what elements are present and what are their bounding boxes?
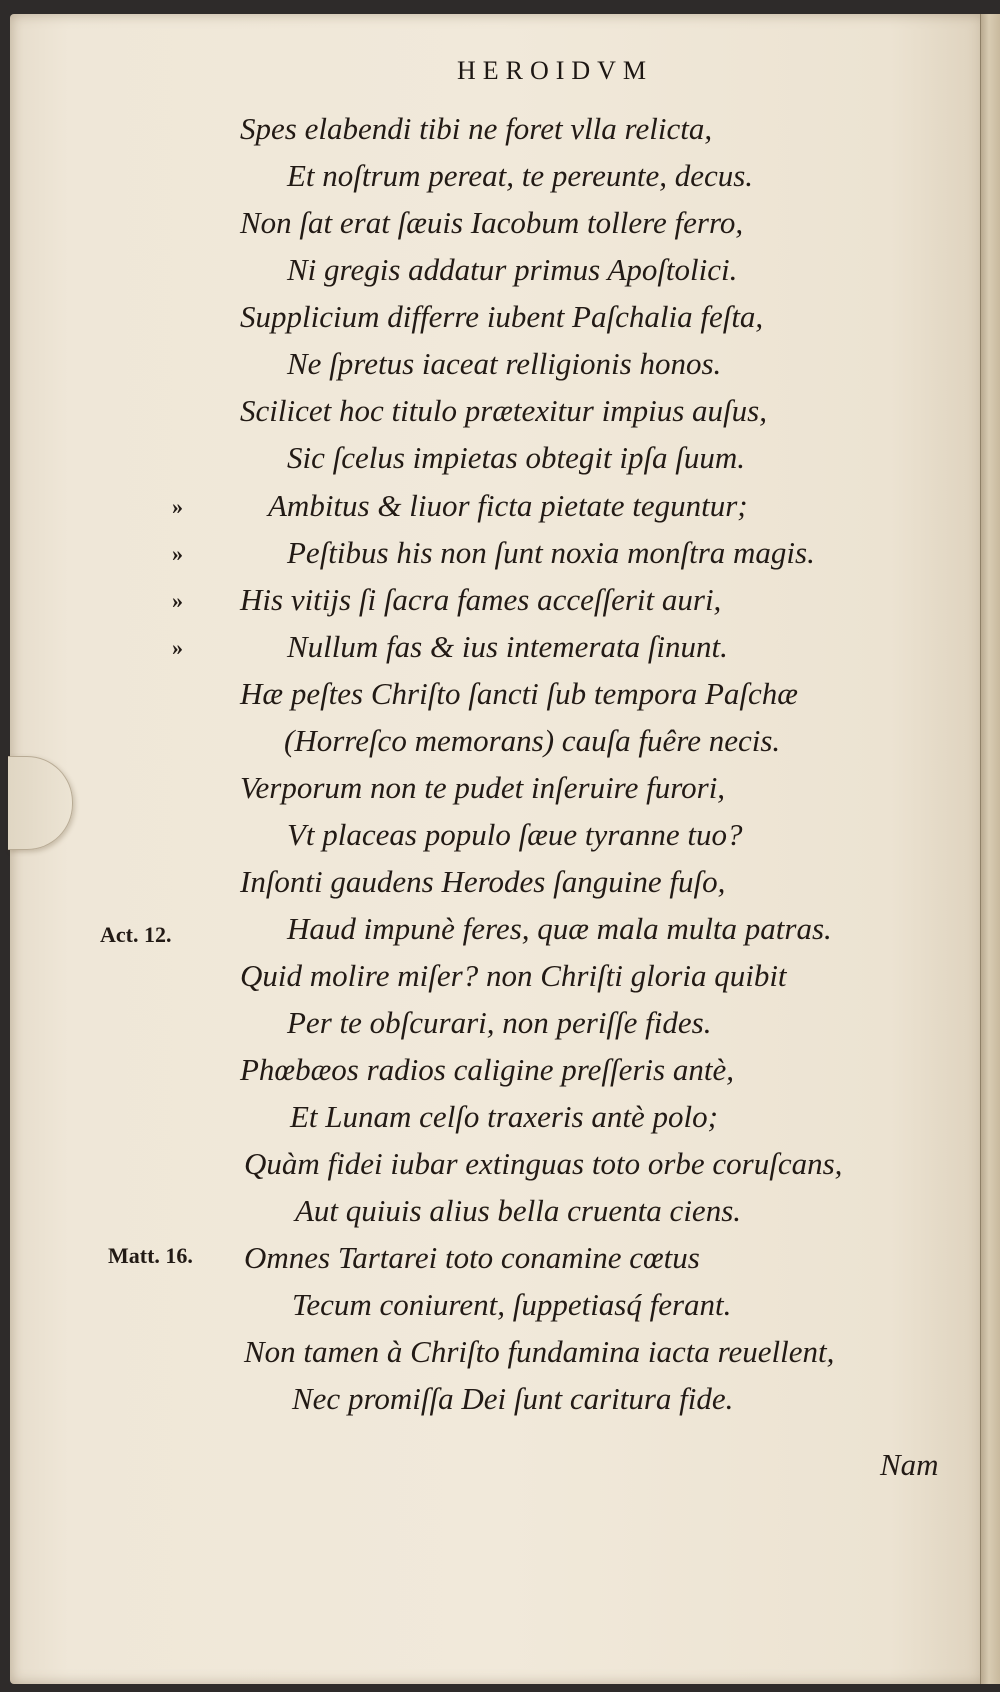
verse-line: Haud impunè feres, quæ mala multa patras.: [287, 911, 832, 946]
margin-reference-acts: Act. 12.: [100, 922, 172, 947]
verse-line: Ambitus & liuor ficta pietate teguntur;: [268, 488, 748, 523]
margin-reference-matthew: Matt. 16.: [108, 1243, 193, 1268]
verse-line: Phœbæos radios caligine preſſeris antè,: [240, 1052, 734, 1087]
verse-line: Quid molire miſer? non Chriſti gloria quibit: [240, 958, 787, 993]
verse-line: Verporum non te pudet inſeruire furori,: [240, 770, 726, 805]
gnomic-quote-mark: »: [172, 541, 183, 566]
gnomic-quote-mark: »: [172, 588, 183, 613]
catchword: Nam: [880, 1447, 939, 1482]
verse-line: Nullum fas & ius intemerata ſinunt.: [287, 629, 728, 664]
verse-line: Non tamen à Chriſto fundamina iacta reuellent,: [244, 1334, 835, 1369]
verse-line: Ni gregis addatur primus Apoſtolici.: [287, 252, 738, 287]
verse-line: Peſtibus his non ſunt noxia monſtra magis.: [287, 535, 815, 570]
verse-line: His vitijs ſi ſacra fames acceſſerit auri,: [240, 582, 722, 617]
verse-line: Aut quiuis alius bella cruenta ciens.: [295, 1193, 742, 1228]
verse-line: Et Lunam celſo traxeris antè polo;: [290, 1099, 718, 1134]
verse-line: Inſonti gaudens Herodes ſanguine fuſo,: [240, 864, 726, 899]
verse-line: Tecum coniurent, ſuppetiasq́ ferant.: [292, 1287, 732, 1322]
verse-line: Et noſtrum pereat, te pereunte, decus.: [287, 158, 754, 193]
verse-line: Quàm fidei iubar extinguas toto orbe coruſcans,: [244, 1146, 843, 1181]
verse-line: Ne ſpretus iaceat relligionis honos.: [287, 346, 722, 381]
gnomic-quote-mark: »: [172, 635, 183, 660]
verse-line: Supplicium differre iubent Paſchalia feſta,: [240, 299, 764, 334]
verse-line: Vt placeas populo ſæue tyranne tuo?: [287, 817, 743, 852]
verse-line: (Horreſco memorans) cauſa fuêre necis.: [284, 723, 781, 758]
adjacent-page-edge: [980, 14, 1000, 1684]
verse-line: Omnes Tartarei toto conamine cœtus: [244, 1240, 700, 1275]
verse-line: Hæ peſtes Chriſto ſancti ſub tempora Paſchæ: [240, 676, 798, 711]
verse-line: Spes elabendi tibi ne foret vlla relicta,: [240, 111, 713, 146]
running-header: HEROIDVM: [456, 56, 654, 85]
verse-line: Non ſat erat ſæuis Iacobum tollere ferro,: [240, 205, 744, 240]
verse-line: Per te obſcurari, non periſſe fides.: [287, 1005, 712, 1040]
gnomic-quote-mark: »: [172, 494, 183, 519]
verse-line: Sic ſcelus impietas obtegit ipſa ſuum.: [287, 440, 746, 475]
verse-line: Scilicet hoc titulo prætexitur impius auſus,: [240, 393, 767, 428]
verse-line: Nec promiſſa Dei ſunt caritura fide.: [292, 1381, 734, 1416]
